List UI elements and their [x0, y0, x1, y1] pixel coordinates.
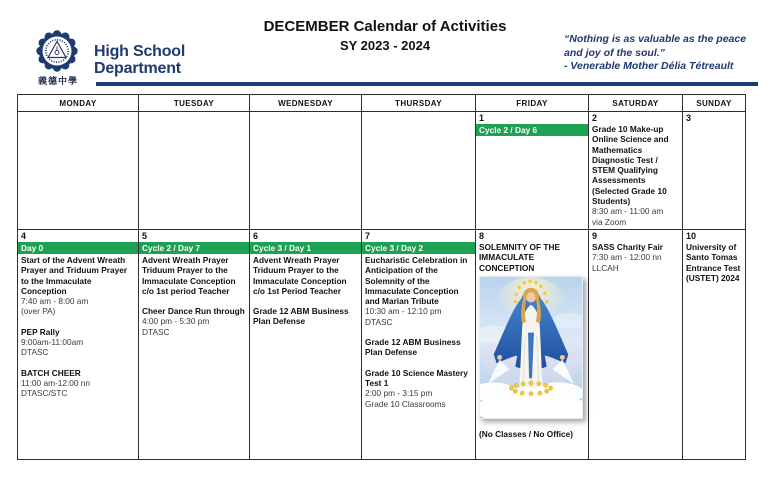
event-title: PEP Rally	[21, 326, 60, 337]
day-cell-1	[476, 112, 589, 230]
event-detail: LLCAH	[592, 262, 619, 273]
weekday-header-monday: MONDAY	[18, 95, 139, 112]
event-title: Start of the Advent Wreath Prayer and Triduum Prayer to the Immaculate Conception	[21, 254, 128, 296]
weekday-header-wednesday: WEDNESDAY	[250, 95, 362, 112]
day-cell-empty	[250, 112, 362, 230]
day-cell-2	[589, 112, 683, 230]
event-detail: DTASC/STC	[21, 388, 68, 399]
week-row-1	[18, 112, 746, 230]
event-detail: DTASC	[21, 347, 49, 358]
day-cell-empty	[139, 112, 250, 230]
weekday-header-row	[18, 95, 746, 112]
quote-attribution: - Venerable Mother Délia Tétreault	[564, 60, 734, 72]
spacer	[21, 358, 135, 368]
event-title: SOLEMNITY OF THE IMMACULATE CONCEPTION	[479, 241, 560, 273]
cycle-day-badge: Cycle 2 / Day 6	[476, 124, 588, 136]
event-detail: 4:00 pm - 5:30 pm	[142, 316, 210, 327]
event-title: BATCH CHEER	[21, 367, 81, 378]
day-cell-3	[683, 112, 746, 230]
cycle-day-badge: Cycle 2 / Day 7	[139, 242, 249, 254]
event-title: Grade 12 ABM Business Plan Defense	[365, 337, 461, 358]
quote-line1: “Nothing is as valuable as the peace	[564, 33, 747, 45]
spacer	[365, 327, 472, 337]
quote-block	[564, 33, 764, 74]
day-number: 7	[365, 230, 371, 241]
event-title: Grade 10 Make-up Online Science and Mathematics Diagnostic Test / STEM Qualifying Assessments (Selected Grade 10 Students)	[592, 124, 669, 207]
weekday-header-friday: FRIDAY	[476, 95, 589, 112]
weekday-header-saturday: SATURDAY	[589, 95, 683, 112]
day-number: 1	[479, 113, 485, 123]
day-number: 9	[592, 230, 598, 241]
day-number: 6	[253, 230, 259, 241]
event-detail: 7:40 am - 8:00 am	[21, 296, 89, 307]
day-cell-6	[250, 229, 362, 459]
department-line1: High School	[94, 43, 186, 60]
event-title: Advent Wreath Prayer Triduum Prayer to the Immaculate Conception c/o 1st Period Teacher	[253, 254, 347, 296]
event-detail: DTASC	[142, 326, 170, 337]
event-title: Eucharistic Celebration in Anticipation of the Solemnity of the Immaculate Conception and Marian Tribute	[365, 254, 468, 307]
header-divider	[96, 82, 758, 86]
day-number: 2	[592, 113, 598, 123]
page-title: DECEMBER Calendar of Activities	[263, 18, 507, 35]
cycle-day-badge: Day 0	[18, 242, 138, 254]
spacer	[365, 358, 472, 368]
event-detail: 7:30 am - 12:00 nn	[592, 252, 662, 263]
day-cell-9	[589, 229, 683, 459]
cycle-day-badge: Cycle 3 / Day 2	[362, 242, 475, 254]
page-subtitle: SY 2023 - 2024	[339, 38, 431, 53]
quote-line2: and joy of the soul.”	[564, 46, 665, 59]
event-detail: via Zoom	[592, 216, 627, 227]
spacer	[142, 296, 246, 306]
day-cell-4	[18, 229, 139, 459]
day-cell-10	[683, 229, 746, 459]
event-title: Cheer Dance Run through	[142, 306, 245, 317]
spacer	[21, 317, 135, 327]
department-line2: Department	[94, 60, 181, 77]
event-detail: 8:30 am - 11:00 am	[592, 206, 664, 217]
day-number: 5	[142, 230, 148, 241]
weekday-header-sunday: SUNDAY	[683, 95, 746, 112]
event-detail: 9:00am-11:00am	[21, 337, 84, 348]
event-detail: DTASC	[365, 316, 393, 327]
calendar-table	[17, 94, 746, 460]
cycle-day-badge: Cycle 3 / Day 1	[250, 242, 361, 254]
event-detail: Grade 10 Classrooms	[365, 398, 446, 409]
day-cell-5	[139, 229, 250, 459]
event-detail: (over PA)	[21, 306, 56, 317]
title-block	[199, 18, 571, 53]
day-cell-8	[476, 229, 589, 459]
day-cell-empty	[18, 112, 139, 230]
week-row-2	[18, 229, 746, 459]
school-seal-logo	[36, 30, 78, 77]
school-name-chinese: 義德中學	[37, 77, 78, 87]
event-title: (No Classes / No Office)	[479, 428, 574, 439]
event-title: University of Santo Tomas Entrance Test (USTET) 2024	[686, 241, 741, 283]
day-number: 10	[686, 230, 697, 241]
day-number: 3	[686, 113, 692, 123]
event-title: Advent Wreath Prayer Triduum Prayer to the Immaculate Conception c/o 1st period Teacher	[142, 254, 236, 296]
weekday-header-tuesday: TUESDAY	[139, 95, 250, 112]
virgin-mary-icon	[480, 277, 582, 418]
event-detail: 2:00 pm - 3:15 pm	[365, 388, 433, 399]
day-cell-7	[362, 229, 476, 459]
school-seal-icon	[36, 30, 78, 72]
event-title: SASS Charity Fair	[592, 241, 664, 252]
day-cell-empty	[362, 112, 476, 230]
day-number: 4	[21, 230, 27, 241]
day-number: 8	[479, 230, 485, 241]
spacer	[253, 296, 358, 306]
event-title: Grade 12 ABM Business Plan Defense	[253, 306, 349, 327]
event-detail: 11:00 am-12:00 nn	[21, 377, 91, 388]
weekday-header-thursday: THURSDAY	[362, 95, 476, 112]
department-name	[94, 43, 185, 77]
virgin-mary-image	[479, 276, 583, 419]
event-detail: 10:30 am - 12:10 pm	[365, 306, 442, 317]
event-title: Grade 10 Science Mastery Test 1	[365, 367, 468, 388]
